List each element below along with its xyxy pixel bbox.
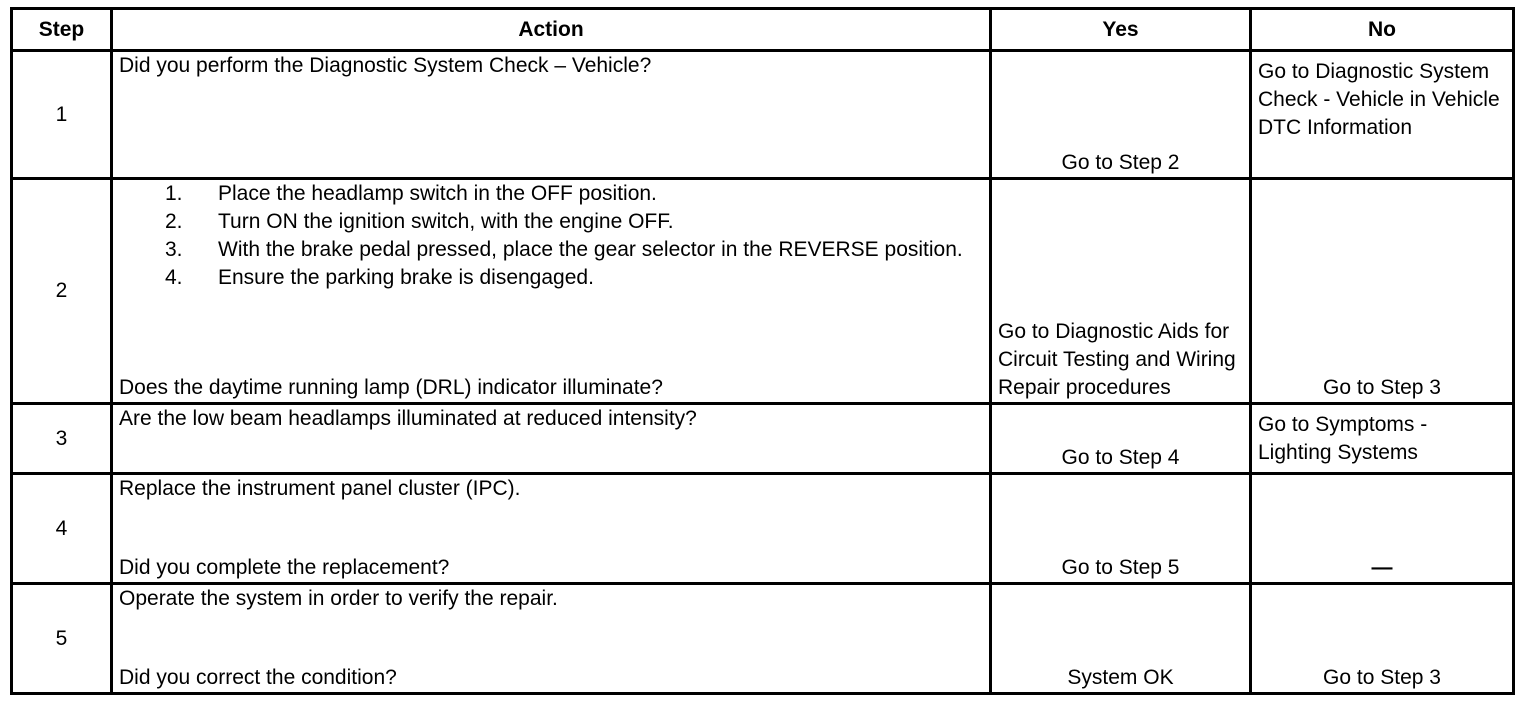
action-cell — [112, 474, 991, 584]
action-cell — [112, 404, 991, 474]
step-number: 2 — [12, 179, 112, 404]
no-cell: Go to Symptoms - Lighting Systems — [1251, 404, 1514, 474]
no-cell: — — [1251, 474, 1514, 584]
header-no: No — [1251, 9, 1514, 51]
no-cell: Go to Step 3 — [1251, 179, 1514, 404]
substep-number: 4. — [165, 266, 183, 289]
yes-cell: System OK — [991, 584, 1251, 694]
question-text: Did you complete the replacement? — [119, 556, 450, 579]
table-row — [12, 584, 1514, 694]
substep-text: With the brake pedal pressed, place the gear selector in the REVERSE position. — [218, 238, 963, 261]
yes-cell: Go to Step 4 — [991, 404, 1251, 474]
header-action: Action — [112, 9, 991, 51]
step-number: 3 — [12, 404, 112, 474]
list-item — [165, 180, 983, 208]
table-row — [12, 404, 1514, 474]
step-number: 4 — [12, 474, 112, 584]
yes-cell: Go to Step 2 — [991, 51, 1251, 179]
table-row — [12, 474, 1514, 584]
list-item — [165, 208, 983, 236]
action-text: Are the low beam headlamps illuminated at reduced intensity? — [119, 407, 697, 430]
no-cell: Go to Step 3 — [1251, 584, 1514, 694]
table-row — [12, 179, 1514, 404]
question-text: Does the daytime running lamp (DRL) indicator illuminate? — [119, 376, 663, 399]
list-item — [165, 264, 983, 292]
substep-list — [119, 180, 983, 292]
action-text: Replace the instrument panel cluster (IPC). — [119, 477, 521, 500]
substep-text: Ensure the parking brake is disengaged. — [218, 266, 594, 289]
yes-cell: Go to Diagnostic Aids for Circuit Testing and Wiring Repair procedures — [991, 179, 1251, 404]
action-cell — [112, 51, 991, 179]
substep-text: Turn ON the ignition switch, with the engine OFF. — [218, 210, 674, 233]
substep-text: Place the headlamp switch in the OFF position. — [218, 182, 657, 205]
step-number: 1 — [12, 51, 112, 179]
diagnostic-table — [10, 7, 1515, 695]
substep-number: 1. — [165, 182, 183, 205]
header-step: Step — [12, 9, 112, 51]
action-text: Did you perform the Diagnostic System Check – Vehicle? — [119, 54, 652, 77]
substep-number: 2. — [165, 210, 183, 233]
substep-number: 3. — [165, 238, 183, 261]
table-row — [12, 51, 1514, 179]
header-row — [12, 9, 1514, 51]
list-item — [165, 236, 983, 264]
action-cell — [112, 584, 991, 694]
no-cell: Go to Diagnostic System Check - Vehicle in Vehicle DTC Information — [1251, 51, 1514, 179]
action-cell — [112, 179, 991, 404]
diagnostic-table-container — [10, 7, 1512, 692]
question-text: Did you correct the condition? — [119, 666, 397, 689]
header-yes: Yes — [991, 9, 1251, 51]
step-number: 5 — [12, 584, 112, 694]
action-text: Operate the system in order to verify the repair. — [119, 587, 558, 610]
yes-cell: Go to Step 5 — [991, 474, 1251, 584]
